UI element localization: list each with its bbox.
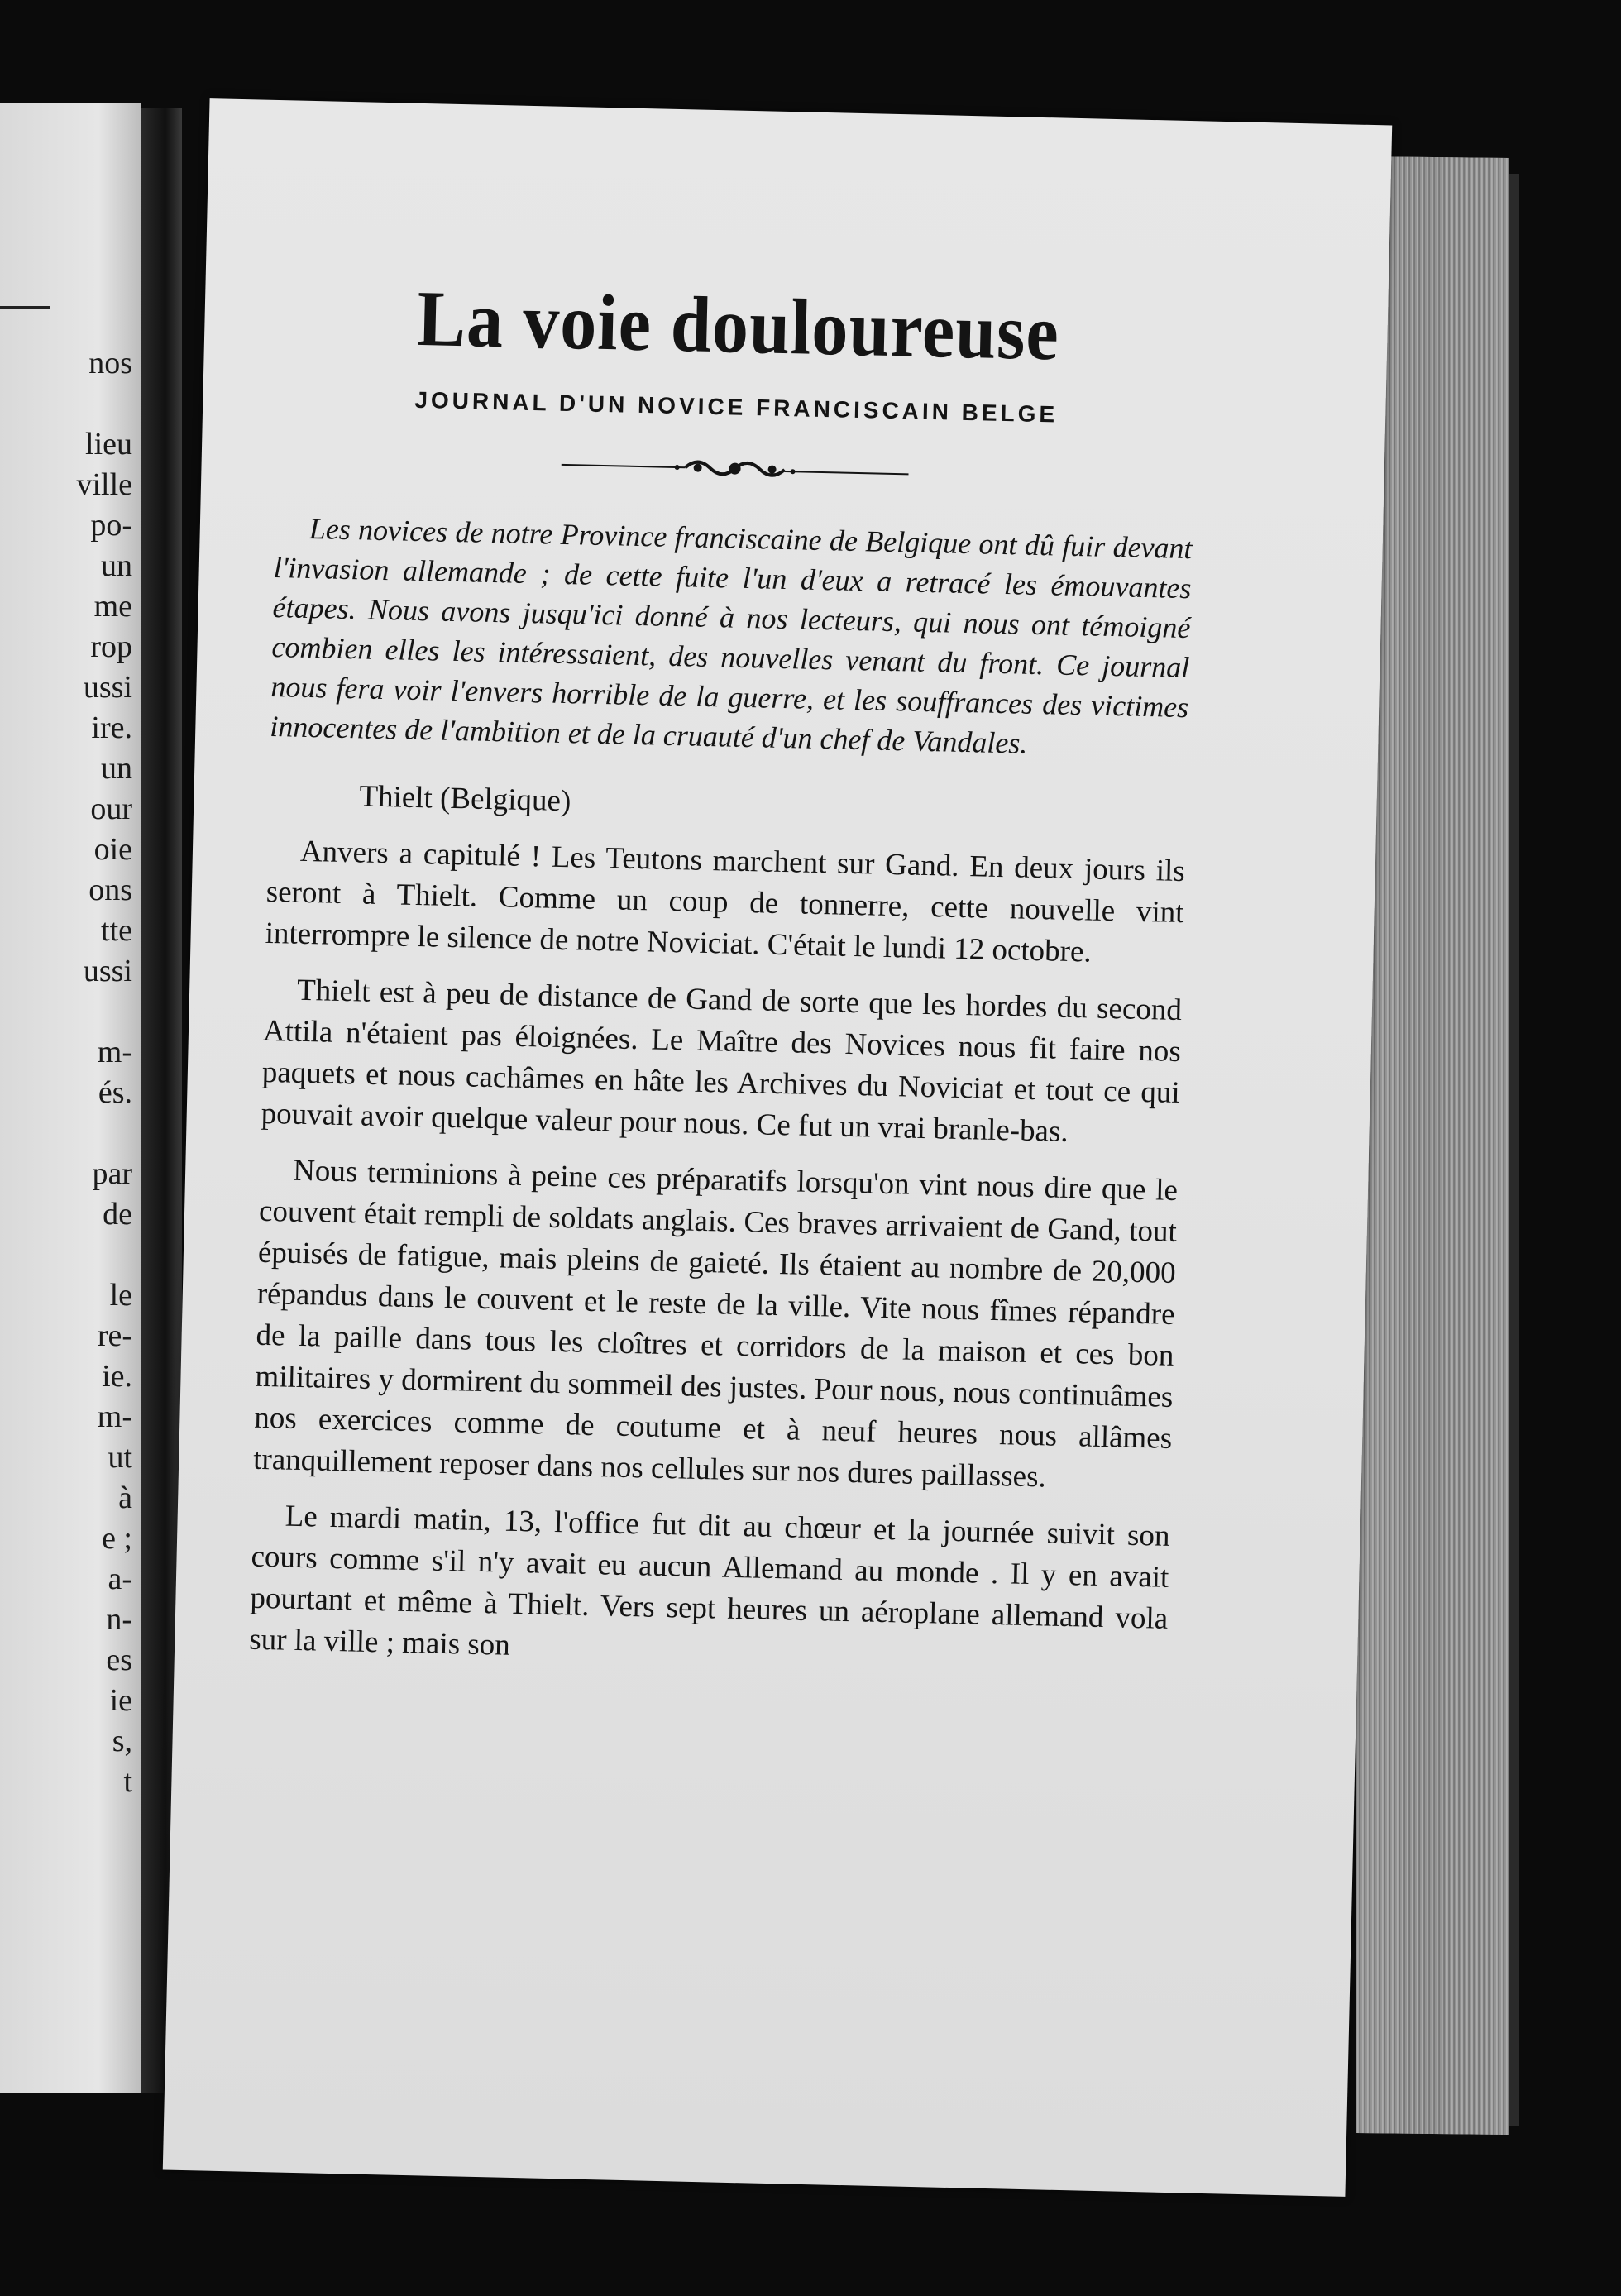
- left-fragment: tte: [101, 913, 132, 948]
- left-fragment: re-: [97, 1318, 132, 1353]
- main-page: [163, 98, 1392, 2197]
- left-fragment: a-: [108, 1562, 132, 1596]
- left-fragment: ussi: [83, 670, 132, 705]
- left-fragment: oie: [93, 832, 132, 867]
- body-paragraph: Anvers a capitulé ! Les Teutons marchent sur Gand. En deux jours ils seront à Thielt. Comme un coup de tonnerre, cette nouvelle vint interrompre le silence de notre Noviciat. C'était le lundi 12 octobre.: [265, 834, 1186, 969]
- left-fragment: s,: [112, 1724, 132, 1758]
- left-fragment: e ;: [102, 1521, 132, 1556]
- left-fragment: [76, 1235, 132, 1275]
- article-title: La voie douloureuse: [416, 273, 1060, 377]
- left-facing-page: [0, 103, 141, 2093]
- left-fragment: m-: [97, 1035, 132, 1069]
- left-fragment: our: [90, 792, 132, 826]
- article-intro: Les novices de notre Province franciscaine de Belgique ont dû fuir devant l'invasion allemande ; de cette fuite l'un d'eux a retracé les émouvantes étapes. Nous avons jusqu'ici donné à nos lecteurs, qui nous ont témoigné combien elles les intéressaient, des nouvelles venant du front. Ce journal nous fera voir l'envers horrible de la guerre, et les souffrances des victimes innocentes de l'ambition et de la cruauté d'un chef de Vandales.: [269, 511, 1193, 760]
- left-page-text-fragments: [76, 343, 132, 1802]
- body-paragraph: Le mardi matin, 13, l'office fut dit au chœur et la journée suivit son cours comme s'il n'y avait eu aucun Allemand au monde . Il y en avait pourtant et même à Thielt. Vers sept heures un aéroplane allemand vola sur la ville ; mais son: [248, 1499, 1170, 1662]
- left-page-rule: [0, 306, 50, 309]
- left-fragment: nos: [88, 346, 132, 380]
- left-fragment: ons: [88, 873, 132, 907]
- left-fragment: n-: [106, 1602, 132, 1637]
- left-fragment: lieu: [85, 427, 132, 462]
- left-fragment: à: [118, 1480, 132, 1515]
- article-subtitle: JOURNAL D'UN NOVICE FRANCISCAIN BELGE: [414, 386, 1059, 428]
- left-fragment: un: [101, 751, 132, 786]
- left-fragment: ut: [108, 1440, 132, 1475]
- left-fragment: un: [101, 548, 132, 583]
- body-paragraph: Thielt est à peu de distance de Gand de sorte que les hordes du second Attila n'étaient pas éloignées. Le Maître des Novices nous fit faire nos paquets et nous cachâmes en hâte les Archives du Noviciat et tout ce qui pouvait avoir quelque valeur pour nous. Ce fut un vrai branle-bas.: [261, 973, 1183, 1149]
- left-fragment: [76, 384, 132, 424]
- page-block-shadow: [1509, 174, 1519, 2126]
- left-fragment: m-: [97, 1399, 132, 1434]
- left-fragment: ie.: [102, 1359, 132, 1394]
- ornament-divider-icon: [561, 448, 909, 490]
- left-fragment: ire.: [91, 710, 132, 745]
- left-fragment: t: [123, 1764, 132, 1799]
- left-fragment: [76, 1113, 132, 1154]
- left-fragment: ussi: [83, 954, 132, 988]
- left-fragment: rop: [90, 629, 132, 664]
- body-paragraph: Nous terminions à peine ces préparatifs lorsqu'on vint nous dire que le couvent était rempli de soldats anglais. Ces braves arrivaient de Gand, tout épuisés de fatigue, mais pleins de gaieté. Ils étaient au nombre de 20,000 répandus dans le couvent et le reste de la ville. Vite nous fîmes répandre de la paille dans tous les cloîtres et corridors de la maison et ces bon militaires y dormirent du sommeil des justes. Pour nous, nous continuâmes nos exercices comme de coutume et à neuf heures nous allâmes tranquillement reposer dans nos cellules sur nos dures paillasses.: [252, 1153, 1179, 1495]
- article: [249, 270, 1198, 1681]
- left-fragment: po-: [90, 508, 132, 543]
- left-fragment: [76, 992, 132, 1032]
- left-fragment: le: [109, 1278, 132, 1313]
- left-fragment: ie: [109, 1683, 132, 1718]
- left-fragment: és.: [98, 1075, 132, 1110]
- left-fragment: par: [92, 1156, 132, 1191]
- left-fragment: de: [103, 1197, 132, 1232]
- article-dateline: Thielt (Belgique): [359, 779, 571, 819]
- left-fragment: es: [106, 1643, 132, 1677]
- left-fragment: ville: [76, 467, 132, 502]
- left-fragment: me: [93, 589, 132, 624]
